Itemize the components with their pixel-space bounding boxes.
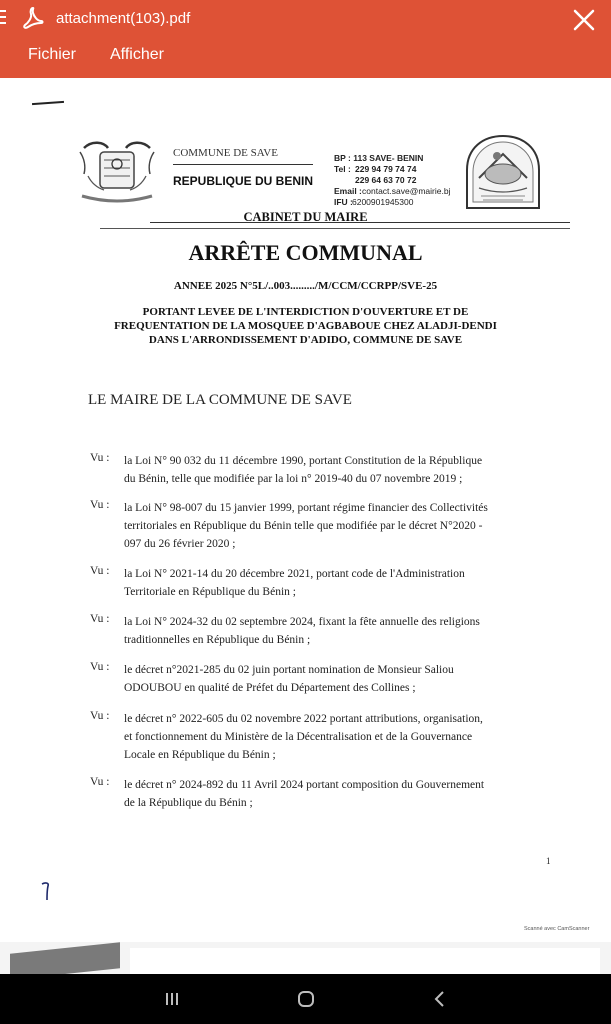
next-page-edge bbox=[10, 942, 120, 974]
header-divider bbox=[173, 164, 313, 165]
consideration-2 bbox=[124, 499, 532, 553]
vu-label: Vu : bbox=[90, 776, 110, 788]
document-title: ARRÊTE COMMUNAL bbox=[188, 240, 423, 265]
consideration-line: la Loi N° 2024-32 du 02 septembre 2024, fixant la fête annuelle des religions bbox=[124, 616, 480, 628]
vu-label: Vu : bbox=[90, 565, 110, 577]
document-reference: ANNEE 2025 N°5L/..003........./M/CCM/CCRPP/SVE-25 bbox=[173, 280, 438, 292]
home-icon[interactable] bbox=[292, 986, 320, 1012]
header-tel-label: Tel : bbox=[334, 164, 351, 174]
ink-mark bbox=[40, 880, 52, 902]
benin-coat-of-arms-logo bbox=[74, 136, 160, 206]
consideration-line: Territoriale en République du Bénin ; bbox=[124, 586, 296, 598]
page-number: 1 bbox=[546, 856, 551, 866]
consideration-line: le décret n° 2022-605 du 02 novembre 2022 portant attributions, organisation, bbox=[124, 713, 483, 725]
consideration-5 bbox=[124, 661, 532, 697]
menu-fichier[interactable]: Fichier bbox=[28, 46, 77, 63]
vu-label: Vu : bbox=[90, 452, 110, 464]
header-ifu-label: IFU : bbox=[334, 197, 353, 207]
consideration-line: le décret n°2021-285 du 02 juin portant nomination de Monsieur Saliou bbox=[124, 664, 454, 676]
header-email: contact.save@mairie.bj bbox=[362, 186, 451, 196]
menu-icon[interactable] bbox=[0, 10, 6, 28]
consideration-4 bbox=[124, 613, 532, 649]
pdf-file-icon bbox=[22, 6, 44, 32]
vu-label: Vu : bbox=[90, 499, 110, 511]
consideration-1 bbox=[124, 452, 532, 488]
consideration-line: la Loi N° 90 032 du 11 décembre 1990, portant Constitution de la République bbox=[124, 455, 483, 467]
document-filename: attachment(103).pdf bbox=[56, 10, 191, 27]
title-row bbox=[0, 0, 611, 40]
subject-line-1: PORTANT LEVEE DE L'INTERDICTION D'OUVERTURE ET DE bbox=[142, 306, 469, 318]
system-navigation-bar bbox=[0, 974, 611, 1024]
consideration-line: territoriales en République du Bénin telle que modifiée par le décret N°2020 - bbox=[124, 520, 483, 532]
header-tel2: 229 64 63 70 72 bbox=[355, 175, 417, 185]
header-tel1: 229 94 79 74 74 bbox=[355, 164, 417, 174]
close-icon[interactable] bbox=[570, 6, 598, 34]
consideration-line: la Loi N° 98-007 du 15 janvier 1999, portant régime financier des Collectivités bbox=[124, 502, 488, 514]
consideration-line: du Bénin, telle que modifiée par la loi n° 2019-40 du 07 novembre 2019 ; bbox=[124, 473, 463, 485]
header-country: REPUBLIQUE DU BENIN bbox=[173, 174, 314, 188]
consideration-line: et fonctionnement du Ministère de la Décentralisation et de la Gouvernance bbox=[124, 731, 473, 743]
consideration-line: la Loi N° 2021-14 du 20 décembre 2021, portant code de l'Administration bbox=[124, 568, 465, 580]
back-icon[interactable] bbox=[426, 986, 454, 1012]
scanner-watermark: Scanné avec CamScanner bbox=[524, 926, 590, 932]
pdf-page[interactable] bbox=[0, 78, 611, 942]
header-bp: BP : 113 SAVE- BENIN bbox=[334, 153, 424, 163]
consideration-line: ODOUBOU en qualité de Préfet du Département des Collines ; bbox=[124, 682, 416, 694]
commune-de-save-seal bbox=[461, 134, 545, 212]
consideration-line: le décret n° 2024-892 du 11 Avril 2024 portant composition du Gouvernement bbox=[124, 779, 485, 791]
consideration-line: Locale en République du Bénin ; bbox=[124, 749, 276, 761]
header-commune: COMMUNE DE SAVE bbox=[173, 147, 278, 159]
next-page-body bbox=[130, 948, 600, 974]
vu-label: Vu : bbox=[90, 710, 110, 722]
next-page-preview[interactable] bbox=[0, 942, 611, 974]
consideration-line: 097 du 26 février 2020 ; bbox=[124, 538, 236, 550]
subject-line-2: FREQUENTATION DE LA MOSQUEE D'AGBABOUE CHEZ ALADJI-DENDI bbox=[114, 320, 497, 332]
consideration-7 bbox=[124, 776, 532, 812]
app-toolbar bbox=[0, 0, 611, 78]
consideration-line: traditionnelles en République du Bénin ; bbox=[124, 634, 311, 646]
header-ifu: 6200901945300 bbox=[352, 197, 414, 207]
header-email-label: Email : bbox=[334, 186, 362, 196]
header-rule-2 bbox=[100, 228, 570, 229]
vu-label: Vu : bbox=[90, 613, 110, 625]
menu-afficher[interactable]: Afficher bbox=[110, 46, 164, 63]
cabinet-heading: CABINET DU MAIRE bbox=[243, 210, 368, 224]
consideration-6 bbox=[124, 710, 532, 764]
scan-mark bbox=[32, 101, 64, 105]
mayor-heading: LE MAIRE DE LA COMMUNE DE SAVE bbox=[88, 392, 352, 408]
subject-line-3: DANS L'ARRONDISSEMENT D'ADIDO, COMMUNE DE SAVE bbox=[148, 334, 463, 346]
consideration-line: de la République du Bénin ; bbox=[124, 797, 253, 809]
recent-apps-icon[interactable] bbox=[158, 986, 186, 1012]
vu-label: Vu : bbox=[90, 661, 110, 673]
consideration-3 bbox=[124, 565, 532, 601]
